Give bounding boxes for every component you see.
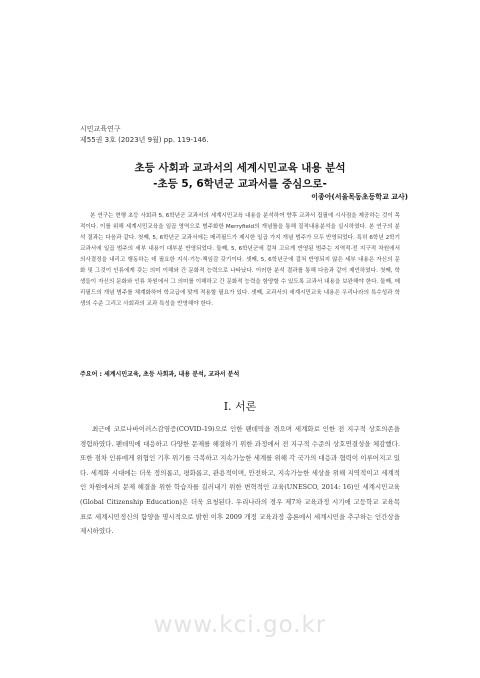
journal-name: 시민교육연구 [80,125,121,133]
section-heading: Ⅰ. 서론 [223,400,257,413]
keywords: 주요어 : 세계시민교육, 초등 사회과, 내용 분석, 교과서 분석 [80,371,240,378]
journal-issue: 제55권 3호 (2023년 9월) pp. 119-146. [80,136,209,144]
abstract [80,211,400,310]
author: 이종아(서울목동초등학교 교사) [311,193,408,201]
subtitle: -초등 5, 6학년군 교과서를 중심으로- [153,178,327,190]
main-title: 초등 사회과 교과서의 세계시민교육 내용 분석 [134,162,346,174]
abstract-text: 본 연구는 현행 초등 사회과 5, 6학년군 교과서의 세계시민교육 내용을 분석하여 향후 교과서 집필에 시사점을 제공하는 것이 목적이다. 이를 위해 세계시민교육을 일곱 영역으로 범주화한 Merryfield의 개념틀을 통해 질적내용분석을 실시하였다. 본 연구의 분석 결과는 다음과 같다. 첫째, 5, 6학년군 교과서에는 메리필드가 제시한 일곱 가지 개념 범주가 모두 반영되었다. 특히 6학년 2학기 교과서에 일곱 범주의 세부 내용이 대부분 반영되었다. 둘째, 5, 6학년군에 걸쳐 고르게 반영된 범주는 지역적·전 지구적 차원에서 의사결정을 내리고 행동하는 데 필요한 지식·기능·책임감 갖기이다. 셋째, 5, 6학년군에 걸쳐 반영되지 않은 세부 내용은 자신의 문화 및 그것이 인류에게 갖는 의미 이해와 간 문화적 능력으로 나타났다. 이러한 분석 결과를 통해 다음과 같이 제언하였다. 첫째, 학생들이 자신의 문화와 인류 차원에서 그 의미를 이해하고 간 문화적 능력을 함양할 수 있도록 교과서 내용을 보완해야 한다. 둘째, 메리필드의 개념 범주를 체계화하여 학교급에 맞게 적용할 필요가 있다. 셋째, 교과서의 세계시민교육 내용은 우리나라의 특수성과 학생의 수준 그리고 사회과의 교과 특성을 반영해야 한다. [80,213,400,307]
journal-info [80,124,209,146]
body-paragraph: 최근에 코로나바이러스감염증(COVID-19)으로 인한 팬데믹을 겪으며 세계화로 인한 전 지구적 상호의존을 경험하였다. 팬데믹에 대응하고 다양한 문제를 해결하기 위한 과정에서 전 지구적 수준의 상호연결성을 체감했다. 또한 점차 인류에게 위협인 기후 위기를 극복하고 지속가능한 세계를 위해 각 국가의 대응과 협력이 이루어지고 있다. 세계화 시대에는 더욱 정의롭고, 평화롭고, 관용적이며, 안전하고, 지속가능한 세상을 위해 지역적이고 세계적인 차원에서의 문제 해결을 위한 학습자를 길러내기 위한 변혁적인 교육(UNESCO, 2014: 16)인 세계시민교육(Global Citizenship Education)은 더욱 요청된다. 우리나라의 경우 제7차 교육과정 시기에 고등학교 교육목표로 세계시민정신의 함양을 명시적으로 밝힌 이후 2009 개정 교육과정 총론에서 세계시민을 추구하는 인간상을 제시하였다. [80,425,400,536]
body-text [80,422,400,539]
watermark: www.kci.go.kr [153,612,327,638]
title-block [0,160,480,192]
